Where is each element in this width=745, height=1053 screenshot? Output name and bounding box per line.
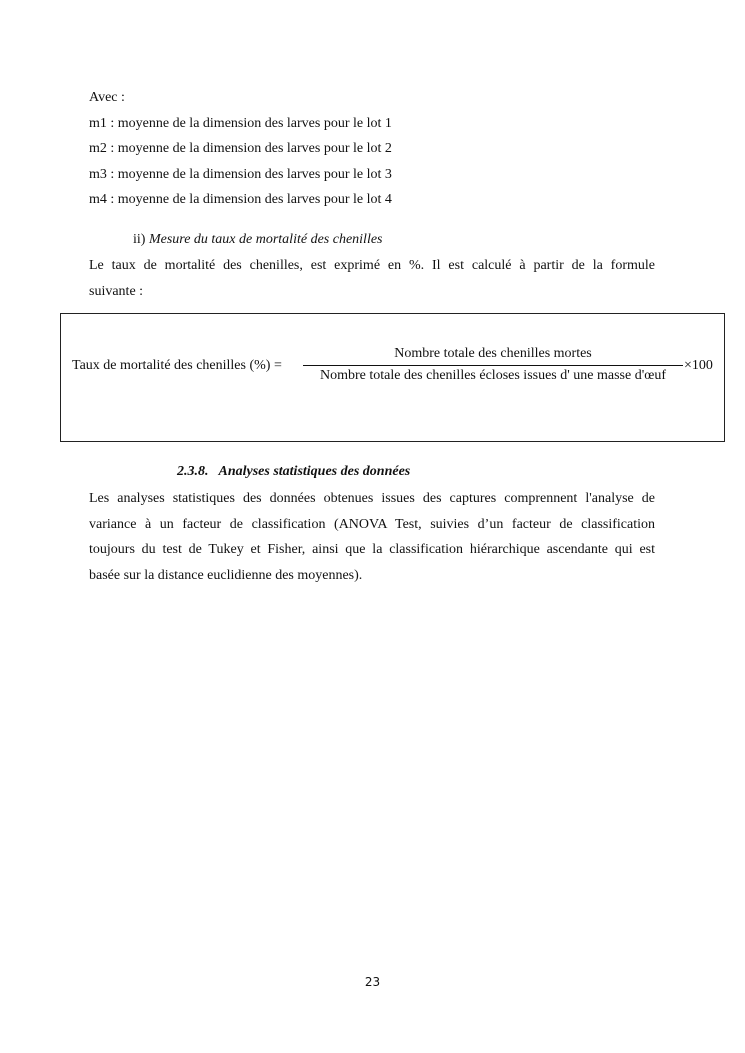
paragraph-line: toujours du test de Tukey et Fisher, ainsi que la classification hiérarchique ascendante qui est: [89, 542, 655, 557]
formula-multiplier: ×100: [684, 358, 713, 373]
list-intro: Avec :: [89, 90, 125, 105]
paragraph-line: basée sur la distance euclidienne des moyennes).: [89, 568, 363, 583]
subsection-heading: [133, 232, 383, 248]
formula-denominator: Nombre totale des chenilles écloses issues d' une masse d'œuf: [319, 368, 666, 383]
formula-box: [60, 313, 725, 442]
formula-numerator: Nombre totale des chenilles mortes: [394, 346, 592, 361]
paragraph-line: suivante :: [89, 284, 144, 299]
subsection-number: ii): [133, 232, 146, 247]
list-item: m4 : moyenne de la dimension des larves pour le lot 4: [89, 192, 392, 207]
subsection-title: Mesure du taux de mortalité des chenilles: [148, 232, 383, 247]
paragraph-line: variance à un facteur de classification (ANOVA Test, suivies d’un facteur de classification: [89, 517, 655, 532]
formula-lhs: Taux de mortalité des chenilles (%) =: [72, 358, 282, 373]
section-heading: [177, 464, 410, 480]
list-item: m2 : moyenne de la dimension des larves pour le lot 2: [89, 141, 392, 156]
list-item: m3 : moyenne de la dimension des larves pour le lot 3: [89, 167, 392, 182]
section-number: 2.3.8.: [177, 464, 209, 479]
paragraph-line: Le taux de mortalité des chenilles, est exprimé en %. Il est calculé à partir de la formule: [89, 258, 655, 273]
fraction-bar: [303, 365, 683, 366]
list-item: m1 : moyenne de la dimension des larves pour le lot 1: [89, 116, 392, 131]
paragraph-line: Les analyses statistiques des données obtenues issues des captures comprennent l'analyse de: [89, 491, 655, 506]
page-number: 23: [364, 975, 381, 989]
section-title: Analyses statistiques des données: [218, 464, 411, 479]
